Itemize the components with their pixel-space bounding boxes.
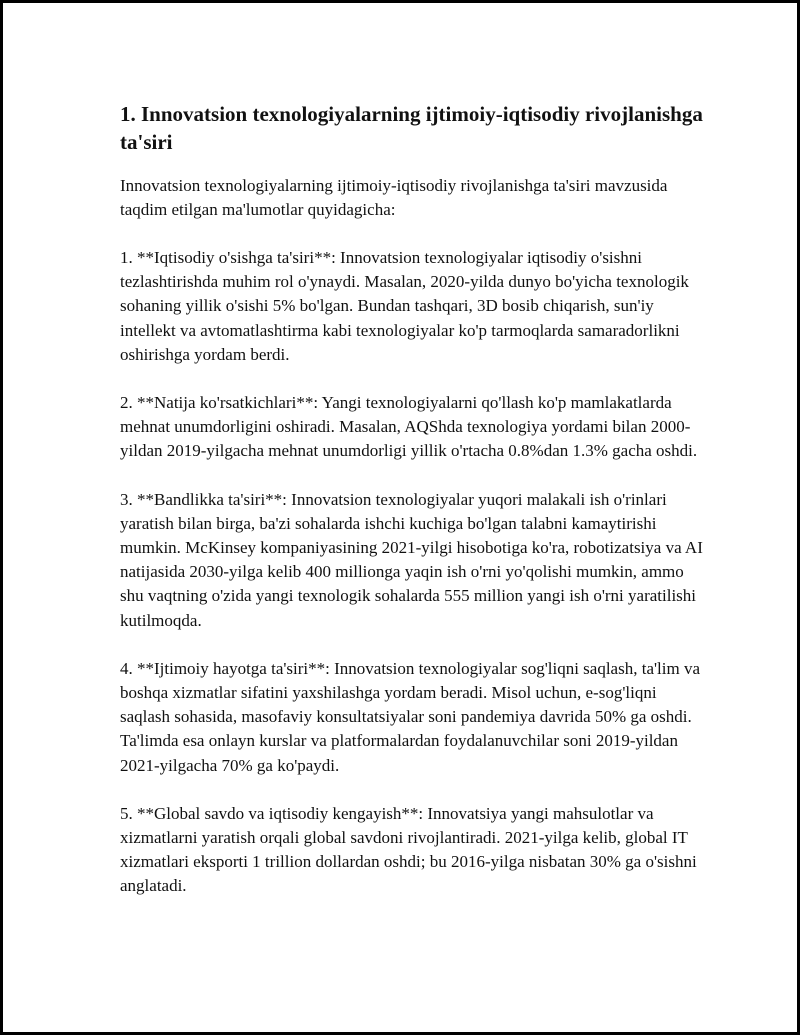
paragraph-employment: 3. **Bandlikka ta'siri**: Innovatsion texnologiyalar yuqori malakali ish o'rinlari yaratish bilan birga, ba'zi sohalarda ishchi kuchiga bo'lgan talabni kamaytirishi mumkin. McKinsey kompaniyasining 2021-yilgi hisobotiga ko'ra, robotizatsiya va AI natijasida 2030-yilga kelib 400 millionga yaqin ish o'rni yo'qolishi mumkin, ammo shu vaqtning o'zida yangi texnologik sohalarda 555 million yangi ish o'rni yaratilishi kutilmoqda.	[120, 489, 703, 630]
paragraph-global-trade: 5. **Global savdo va iqtisodiy kengayish**: Innovatsiya yangi mahsulotlar va xizmatlarni yaratish orqali global savdoni rivojlantiradi. 2021-yilga kelib, global IT xizmatlari eksporti 1 trillion dollardan oshdi; bu 2016-yilga nisbatan 30% ga o'sishni anglatadi.	[120, 803, 697, 896]
intro-paragraph: Innovatsion texnologiyalarning ijtimoiy-iqtisodiy rivojlanishga ta'siri mavzusida taqdim etilgan ma'lumotlar quyidagicha:	[120, 176, 668, 219]
paragraph-social-life: 4. **Ijtimoiy hayotga ta'siri**: Innovatsion texnologiyalar sog'liqni saqlash, ta'lim va boshqa xizmatlar sifatini yaxshilashga yordam beradi. Misol uchun, e-sog'liqni saqlash sohasida, masofaviy konsultatsiyalar soni pandemiya davrida 50% ga oshdi. Ta'limda esa onlayn kurslar va platformalardan foydalanuvchilar soni 2019-yildan 2021-yilgacha 70% ga ko'paydi.	[120, 658, 701, 775]
document-title: 1. Innovatsion texnologiyalarning ijtimoiy-iqtisodiy rivojlanishga ta'siri	[120, 102, 703, 154]
paragraph-performance-indicators: 2. **Natija ko'rsatkichlari**: Yangi texnologiyalarni qo'llash ko'p mamlakatlarda mehnat unumdorligini oshiradi. Masalan, AQShda texnologiya yordami bilan 2000-yildan 2019-yilgacha mehnat unumdorligi yillik o'rtacha 0.8%dan 1.3% gacha oshdi.	[120, 393, 698, 461]
document-body	[120, 100, 706, 899]
paragraph-economic-growth: 1. **Iqtisodiy o'sishga ta'siri**: Innovatsion texnologiyalar iqtisodiy o'sishni tezlashtirishda muhim rol o'ynaydi. Masalan, 2020-yilda dunyo bo'yicha texnologik sohaning yillik o'sishi 5% bo'lgan. Bundan tashqari, 3D bosib chiqarish, sun'iy intellekt va avtomatlashtirma kabi texnologiyalar ko'p tarmoqlarda samaradorlikni oshirishga yordam berdi.	[120, 248, 689, 364]
